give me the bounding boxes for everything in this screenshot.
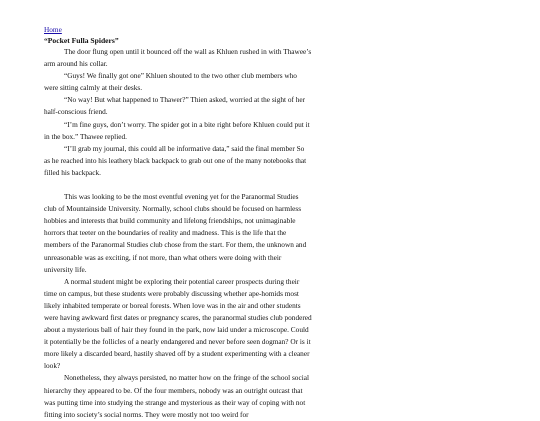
story-title: “Pocket Fulla Spiders” (44, 36, 119, 45)
section-break (44, 179, 312, 191)
paragraph: “I’m fine guys, don’t worry. The spider got in a bite right before Khluen could put it in the box.” Thawee replied. (44, 119, 310, 141)
paragraph: Nonetheless, they always persisted, no matter how on the fringe of the school social hierarchy they appeared to be. Of the four members, nobody was an outright outcast that was putting time into studying the strange and mysterious as their way of coping with not fitting into society’s social norms. They were mostly not too weird for (44, 373, 309, 419)
document-page (44, 25, 312, 421)
paragraph: The door flung open until it bounced off the wall as Khluen rushed in with Thawee’s arm around his collar. (44, 47, 312, 69)
scene-2 (44, 191, 312, 421)
paragraph: This was looking to be the most eventful evening yet for the Paranormal Studies club of Mountainside University. Normally, school clubs should be focused on harmless hobbies and interests that build community and lifelong friendships, not unimaginable horrors that teeter on the boundaries of reality and madness. This is the life that the members of the Paranormal Studies club chose from the start. For them, the unknown and unreasonable was as exciting, if not more, than what others were doing with their university life. (44, 192, 307, 274)
scene-1 (44, 46, 312, 179)
paragraph: “Guys! We finally got one” Khluen shouted to the two other club members who were sitting calmly at their desks. (44, 71, 297, 93)
paragraph: “I’ll grab my journal, this could all be informative data,” said the final member So as he reached into his leathery black backpack to grab out one of the many notebooks that filled his backpack. (44, 143, 307, 177)
home-link[interactable]: Home (44, 25, 62, 34)
paragraph: “No way! But what happened to Thawer?” Thien asked, worried at the sight of her half-conscious friend. (44, 95, 306, 117)
paragraph: A normal student might be exploring their potential career prospects during their time on campus, but these students were probably discussing whether ape-homids most likely inhabited temperate or boreal forests. When love was in the air and other students were having awkward first dates or pregnancy scares, the paranormal studies club pondered about a mysterious ball of hair they found in the park, now laid under a microscope. Could it potentially be the follicles of a nearly endangered and never before seen dogman? Or is it more likely a discarded beard, hastily shaved off by a student experimenting with a cleaner look? (44, 276, 312, 371)
